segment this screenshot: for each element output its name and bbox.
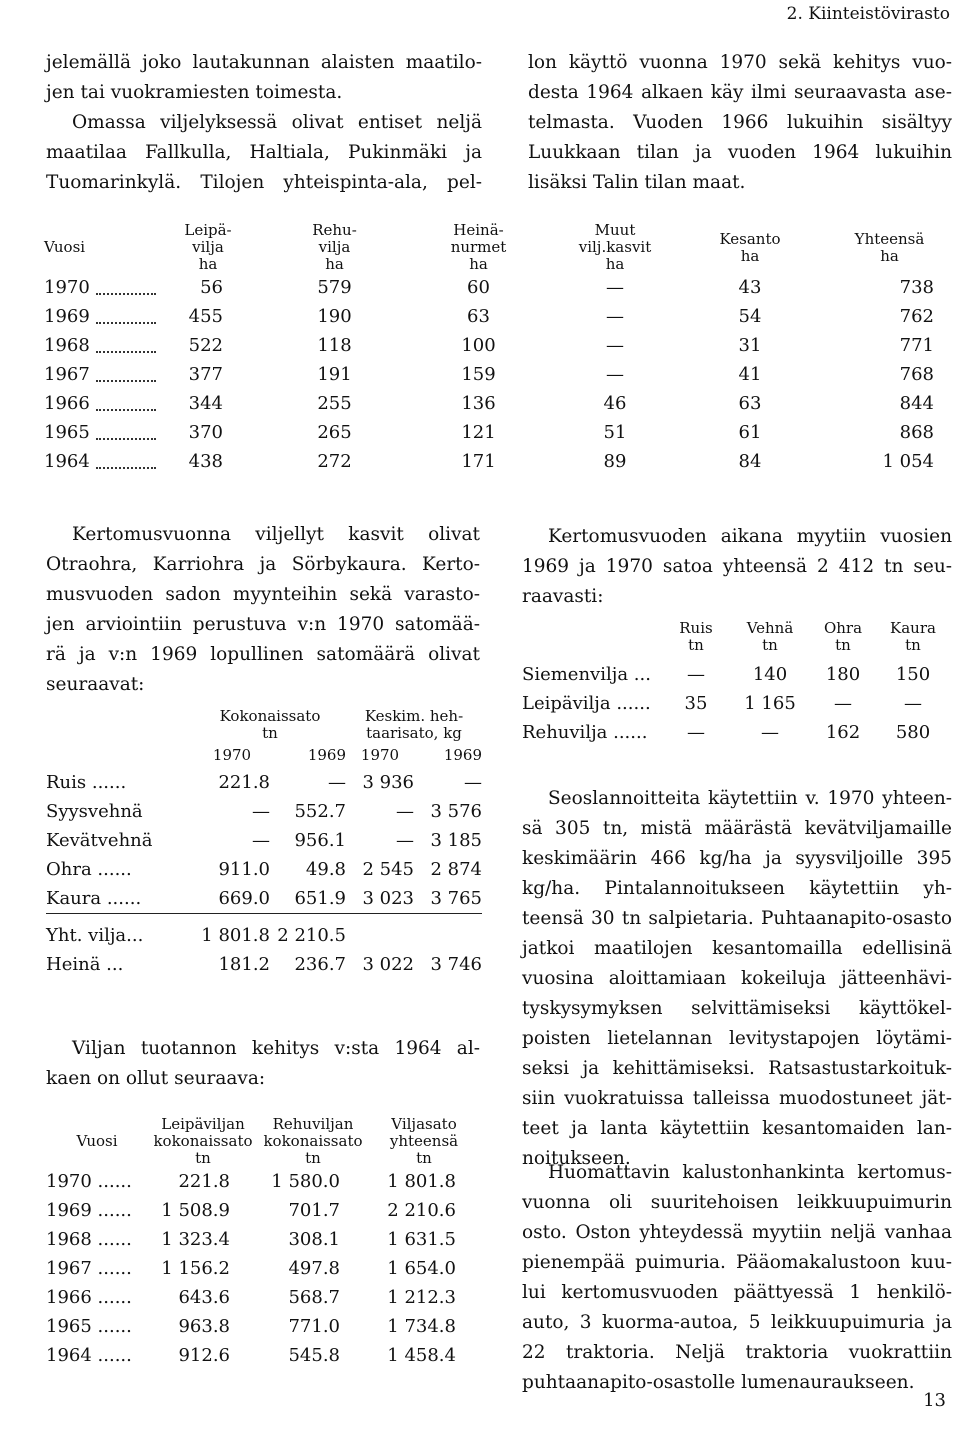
text-line: lui kertomusvuoden päättyessä 1 henkilö- bbox=[522, 1282, 952, 1303]
rehuvilja-cell: 191 bbox=[317, 364, 352, 385]
avg-1970: — bbox=[396, 801, 414, 822]
table-row bbox=[44, 418, 960, 447]
text-line: puhtaanapito-osastolle lumenauraukseen. bbox=[522, 1372, 915, 1393]
text-line: rä ja v:n 1969 lopullinen satomäärä olivat bbox=[46, 644, 480, 665]
header-line: ha bbox=[198, 255, 218, 273]
col-header-ohra bbox=[810, 614, 876, 660]
header-line: Ruis bbox=[679, 619, 713, 637]
col-header-heinanurmet bbox=[412, 222, 545, 273]
heinanurmet-cell: 159 bbox=[461, 364, 496, 385]
kesanto-cell: 63 bbox=[738, 393, 762, 414]
header-line: tn bbox=[688, 636, 704, 654]
production-table-body bbox=[46, 1167, 480, 1370]
avg-1970: 3 936 bbox=[362, 772, 414, 793]
col-header-leipavilja bbox=[159, 222, 257, 273]
col-header-year: 1969 bbox=[443, 745, 482, 764]
table-row bbox=[44, 302, 960, 331]
total-1969: 49.8 bbox=[305, 859, 346, 880]
ruis-cell: — bbox=[687, 664, 705, 685]
total-1970: 669.0 bbox=[218, 887, 270, 909]
text-line: jatkoi maatilojen kesantomailla edellisinä bbox=[522, 938, 952, 959]
rehuvilja-cell: 579 bbox=[317, 277, 352, 298]
text-line: jen tai vuokramiesten toimesta. bbox=[46, 82, 343, 103]
leipaviljan-cell: 912.6 bbox=[178, 1345, 230, 1366]
total-1970: 911.0 bbox=[218, 859, 270, 880]
muut-cell: — bbox=[606, 364, 624, 385]
year-cell: 1970 bbox=[44, 273, 159, 302]
header-line: tn bbox=[835, 636, 851, 654]
total-row bbox=[46, 921, 482, 950]
avg-1969: 3 765 bbox=[430, 887, 482, 909]
text-line: teet ja lanta käytettiin kesantomaiden lan- bbox=[522, 1118, 952, 1139]
text-line: kg/ha. Pintalannoitukseen käytettiin yh- bbox=[522, 878, 952, 899]
yhteensa-cell: 844 bbox=[899, 393, 934, 414]
sales-text bbox=[522, 522, 952, 612]
text-line: siin vuokratuissa talleissa muodostuneet jät- bbox=[522, 1088, 952, 1109]
header-line: kokonaissato bbox=[153, 1132, 253, 1150]
rehuviljan-cell: 771.0 bbox=[288, 1316, 340, 1337]
text-line: Luukkaan tilan ja vuoden 1964 lukuihin bbox=[528, 142, 952, 163]
leader-dots bbox=[96, 322, 156, 324]
year-cell: 1968 ...... bbox=[46, 1229, 132, 1250]
heinanurmet-cell: 136 bbox=[461, 393, 496, 414]
total-1969: — bbox=[328, 772, 346, 793]
col-header-viljasato bbox=[368, 1116, 480, 1167]
leader-dots bbox=[96, 409, 156, 411]
crop-name: Leipävilja ...... bbox=[522, 693, 651, 714]
col-header-year bbox=[46, 1116, 148, 1167]
text-line: keskimäärin 466 kg/ha ja syysviljoille 395 bbox=[522, 848, 952, 869]
text-line: kaen on ollut seuraava: bbox=[46, 1068, 266, 1089]
col-header-vehna bbox=[730, 614, 810, 660]
viljasato-cell: 1 734.8 bbox=[387, 1316, 456, 1337]
crop-name: Rehuvilja ...... bbox=[522, 722, 648, 743]
kesanto-cell: 54 bbox=[738, 306, 762, 327]
table-row bbox=[46, 1167, 480, 1196]
avg-1969: 2 874 bbox=[430, 859, 482, 880]
header-line: tn bbox=[262, 724, 278, 742]
harvest-table-body bbox=[46, 768, 482, 979]
fertilizer-text bbox=[522, 784, 952, 1174]
text-line: seuraavat: bbox=[46, 674, 145, 695]
text-line: sä 305 tn, mistä määrästä kevätviljamaille bbox=[522, 818, 952, 839]
area-table-body bbox=[44, 273, 960, 476]
crop-name: Siemenvilja ... bbox=[522, 664, 651, 685]
heinanurmet-cell: 100 bbox=[461, 335, 496, 356]
harvest-table bbox=[46, 708, 482, 979]
table-row bbox=[44, 447, 960, 476]
text-line: osto. Oston yhteydessä myytiin neljä vanhaa bbox=[522, 1222, 952, 1243]
year-cell: 1965 ...... bbox=[46, 1316, 132, 1337]
rehuviljan-cell: 308.1 bbox=[288, 1229, 340, 1250]
heinanurmet-cell: 171 bbox=[461, 451, 496, 472]
table-row bbox=[46, 950, 482, 979]
total-1970: 181.2 bbox=[218, 954, 270, 975]
kesanto-cell: 31 bbox=[738, 335, 762, 356]
crop-name: Ohra ...... bbox=[46, 859, 132, 880]
total-1969: 2 210.5 bbox=[277, 925, 346, 946]
kaura-cell: 580 bbox=[895, 722, 931, 743]
muut-cell: — bbox=[606, 306, 624, 327]
year-cell: 1966 ...... bbox=[46, 1287, 132, 1308]
table-row bbox=[46, 826, 482, 855]
header-line: Kokonaissato bbox=[219, 707, 321, 725]
header-line: yhteensä bbox=[389, 1132, 459, 1150]
rehuviljan-cell: 497.8 bbox=[288, 1258, 340, 1279]
col-header-year bbox=[44, 222, 159, 273]
leader-dots bbox=[96, 380, 156, 382]
col-header-ruis bbox=[662, 614, 730, 660]
table-row bbox=[46, 855, 482, 884]
header-line: vilja bbox=[192, 238, 224, 256]
table-row bbox=[46, 797, 482, 826]
year-cell: 1964 bbox=[44, 447, 159, 476]
col-header-average bbox=[346, 708, 482, 742]
rehuviljan-cell: 1 580.0 bbox=[271, 1171, 340, 1192]
production-table bbox=[46, 1116, 480, 1370]
leipavilja-cell: 344 bbox=[188, 393, 223, 414]
muut-cell: 89 bbox=[603, 451, 627, 472]
table-row bbox=[44, 389, 960, 418]
text-line: vuonna oli suuritehoisen leikkuupuimurin bbox=[522, 1192, 952, 1213]
leipavilja-cell: 455 bbox=[188, 306, 223, 327]
viljasato-cell: 1 458.4 bbox=[387, 1345, 456, 1366]
page-number: 13 bbox=[923, 1390, 946, 1411]
header-line: tn bbox=[195, 1149, 211, 1167]
ohra-cell: 162 bbox=[825, 722, 861, 743]
leipaviljan-cell: 1 323.4 bbox=[161, 1229, 230, 1250]
production-table-grid bbox=[46, 1116, 480, 1370]
leader-dots bbox=[96, 438, 156, 440]
muut-cell: 51 bbox=[603, 422, 627, 443]
text-line: lon käyttö vuonna 1970 sekä kehitys vuo- bbox=[528, 52, 952, 73]
total-1970: — bbox=[252, 801, 270, 822]
table-row bbox=[46, 1254, 480, 1283]
text-line: desta 1964 alkaen käy ilmi seuraavasta ase- bbox=[528, 82, 952, 103]
header-line: Kesanto bbox=[719, 229, 781, 248]
text-line: raavasti: bbox=[522, 586, 604, 607]
text-line: jelemällä joko lautakunnan alaisten maatilo- bbox=[46, 52, 482, 73]
text-line: seksi ja kehittämiseksi. Ratsastustarkoituk- bbox=[522, 1058, 952, 1079]
heinanurmet-cell: 60 bbox=[467, 277, 490, 298]
table-row bbox=[522, 689, 950, 718]
leader-dots bbox=[96, 351, 156, 353]
table-row bbox=[46, 884, 482, 913]
viljasato-cell: 1 631.5 bbox=[387, 1229, 456, 1250]
table-row bbox=[46, 1196, 480, 1225]
muut-cell: — bbox=[606, 277, 624, 298]
text-line: lisäksi Talin tilan maat. bbox=[528, 172, 746, 193]
header-line: tn bbox=[905, 636, 921, 654]
divider-line bbox=[46, 913, 482, 921]
year-cell: 1969 ...... bbox=[46, 1200, 132, 1221]
text-line: 22 traktoria. Neljä traktoria vuokrattiin bbox=[522, 1342, 952, 1363]
leipaviljan-cell: 643.6 bbox=[178, 1287, 230, 1308]
ruis-cell: 35 bbox=[684, 693, 708, 714]
harvest-table-grid bbox=[46, 708, 482, 979]
total-1970: 1 801.8 bbox=[201, 925, 270, 946]
heinanurmet-cell: 121 bbox=[461, 422, 496, 443]
yhteensa-cell: 868 bbox=[899, 422, 934, 443]
header-line: vilja bbox=[318, 238, 351, 256]
text-line: auto, 3 kuorma-autoa, 5 leikkuupuimuria ja bbox=[522, 1312, 952, 1333]
leipaviljan-cell: 963.8 bbox=[178, 1316, 230, 1337]
text-line: Omassa viljelyksessä olivat entiset neljä bbox=[72, 112, 482, 133]
sales-table-grid bbox=[522, 614, 950, 747]
header-line: tn bbox=[416, 1149, 432, 1167]
text-line: Kertomusvuoden aikana myytiin vuosien bbox=[548, 526, 952, 547]
header-line: Muut bbox=[594, 221, 636, 239]
avg-1969: 3 185 bbox=[430, 830, 482, 851]
ohra-cell: 180 bbox=[825, 664, 861, 685]
avg-1969: 3 746 bbox=[430, 954, 482, 975]
table-row bbox=[44, 360, 960, 389]
section-header: 2. Kiinteistövirasto bbox=[786, 4, 950, 24]
header-line: nurmet bbox=[450, 238, 507, 256]
col-header-total bbox=[194, 708, 346, 742]
total-1970: 221.8 bbox=[218, 772, 270, 793]
col-header-yhteensa bbox=[815, 222, 960, 273]
text-line: Otraohra, Karriohra ja Sörbykaura. Kerto- bbox=[46, 554, 480, 575]
crop-name: Yht. vilja... bbox=[46, 925, 144, 946]
rehuvilja-cell: 190 bbox=[317, 306, 352, 327]
table-row bbox=[44, 273, 960, 302]
viljasato-cell: 1 801.8 bbox=[387, 1171, 456, 1192]
year-cell: 1967 ...... bbox=[46, 1258, 132, 1279]
vehna-cell: — bbox=[761, 722, 779, 743]
text-line: Viljan tuotannon kehitys v:sta 1964 al- bbox=[72, 1038, 480, 1059]
text-line: telmasta. Vuoden 1966 lukuihin sisältyy bbox=[528, 112, 952, 133]
rehuviljan-cell: 545.8 bbox=[288, 1345, 340, 1366]
text-line: tyskysymyksen selvittämiseksi käyttökel- bbox=[522, 998, 952, 1019]
table-row bbox=[522, 718, 950, 747]
kesanto-cell: 84 bbox=[738, 451, 762, 472]
header-line: vilj.kasvit bbox=[578, 238, 652, 256]
header-line: ha bbox=[880, 246, 899, 265]
table-row bbox=[46, 1283, 480, 1312]
harvest-table-header bbox=[46, 708, 482, 742]
header-line: ha bbox=[605, 255, 625, 273]
production-table-header bbox=[46, 1116, 480, 1167]
intro-right bbox=[528, 48, 952, 198]
text-line: Seoslannoitteita käytettiin v. 1970 yhteen- bbox=[548, 788, 952, 809]
header-line: Viljasato bbox=[391, 1115, 457, 1133]
table-row bbox=[46, 768, 482, 797]
yhteensa-cell: 768 bbox=[899, 364, 934, 385]
header-line: ha bbox=[325, 255, 344, 273]
leipavilja-cell: 522 bbox=[188, 335, 223, 356]
header-line: Vehnä bbox=[746, 619, 794, 637]
header-line: Keskim. heh- bbox=[364, 707, 464, 725]
kaura-cell: — bbox=[904, 693, 922, 714]
header-line: Rehuviljan bbox=[272, 1115, 354, 1133]
sales-table-header bbox=[522, 614, 950, 660]
kesanto-cell: 61 bbox=[738, 422, 762, 443]
rehuviljan-cell: 568.7 bbox=[288, 1287, 340, 1308]
sales-table-body bbox=[522, 660, 950, 747]
equipment-text bbox=[522, 1158, 952, 1398]
header-line: taarisato, kg bbox=[366, 724, 462, 742]
text-line: poisten lietelannan levitystapojen löytämi- bbox=[522, 1028, 952, 1049]
col-header-rehuvilja bbox=[257, 222, 412, 273]
crop-name: Syysvehnä bbox=[46, 801, 143, 822]
year-cell: 1967 bbox=[44, 360, 159, 389]
avg-1970: — bbox=[396, 830, 414, 851]
leipavilja-cell: 438 bbox=[188, 451, 223, 472]
text-line: musvuoden sadon myynteihin sekä varasto- bbox=[46, 584, 480, 605]
avg-1969: 3 576 bbox=[430, 801, 482, 822]
leipaviljan-cell: 1 156.2 bbox=[161, 1258, 230, 1279]
muut-cell: 46 bbox=[603, 393, 627, 414]
total-1969: 651.9 bbox=[294, 887, 346, 909]
yhteensa-cell: 771 bbox=[899, 335, 934, 356]
yhteensa-cell: 738 bbox=[899, 277, 934, 298]
avg-1969: — bbox=[464, 772, 482, 793]
year-cell: 1965 bbox=[44, 418, 159, 447]
text-line: Kertomusvuonna viljellyt kasvit olivat bbox=[72, 524, 480, 545]
col-header-rehuviljan bbox=[258, 1116, 368, 1167]
col-header-year: 1969 bbox=[307, 745, 346, 764]
text-line: maatilaa Fallkulla, Haltiala, Pukinmäki ja bbox=[46, 142, 482, 163]
total-1969: 552.7 bbox=[294, 801, 346, 822]
header-line: Yhteensä bbox=[854, 229, 925, 248]
col-header-year: 1970 bbox=[212, 745, 252, 764]
header-line: tn bbox=[762, 636, 778, 654]
text-line: vuosina aloittamiaan kokeiluja jätteenhävi- bbox=[522, 968, 952, 989]
rehuvilja-cell: 265 bbox=[317, 422, 352, 443]
crop-name: Kevätvehnä bbox=[46, 830, 153, 851]
harvest-table-years bbox=[46, 742, 482, 768]
text-line: Tuomarinkylä. Tilojen yhteispinta-ala, pel- bbox=[46, 172, 482, 193]
year-cell: 1968 bbox=[44, 331, 159, 360]
table-row bbox=[46, 1312, 480, 1341]
intro-left bbox=[46, 48, 482, 198]
leipaviljan-cell: 221.8 bbox=[178, 1171, 230, 1192]
header-line: Vuosi bbox=[76, 1132, 118, 1150]
total-1969: 956.1 bbox=[294, 830, 346, 851]
text-line: pienempää puimuria. Pääomakalustoon kuu- bbox=[522, 1252, 952, 1273]
harvest-text bbox=[46, 520, 480, 700]
year-cell: 1964 ...... bbox=[46, 1345, 132, 1366]
text-line: jen arviointiin perustuva v:n 1970 satomää- bbox=[46, 614, 480, 635]
header-line: Kaura bbox=[890, 619, 936, 637]
crop-name: Kaura ...... bbox=[46, 887, 142, 909]
viljasato-cell: 2 210.6 bbox=[387, 1200, 456, 1221]
ohra-cell: — bbox=[834, 693, 852, 714]
crop-name: Ruis ...... bbox=[46, 772, 127, 793]
rehuvilja-cell: 118 bbox=[317, 335, 352, 356]
sales-table bbox=[522, 614, 950, 747]
leipaviljan-cell: 1 508.9 bbox=[161, 1200, 230, 1221]
table-row bbox=[46, 1341, 480, 1370]
leader-dots bbox=[96, 467, 156, 469]
crop-name: Heinä ... bbox=[46, 954, 124, 975]
muut-cell: — bbox=[606, 335, 624, 356]
year-cell: 1969 bbox=[44, 302, 159, 331]
header-line: Rehu- bbox=[312, 221, 357, 239]
header-line: Heinä- bbox=[453, 221, 504, 239]
table-row bbox=[522, 660, 950, 689]
year-cell: 1970 ...... bbox=[46, 1171, 132, 1192]
yhteensa-cell: 1 054 bbox=[882, 451, 934, 472]
year-cell: 1966 bbox=[44, 389, 159, 418]
header-line: Leipä- bbox=[184, 221, 232, 239]
header-line: ha bbox=[740, 246, 760, 265]
kesanto-cell: 43 bbox=[738, 277, 762, 298]
header-line: tn bbox=[305, 1149, 321, 1167]
leader-dots bbox=[96, 293, 156, 295]
ruis-cell: — bbox=[687, 722, 705, 743]
leipavilja-cell: 370 bbox=[188, 422, 223, 443]
header-line: Ohra bbox=[823, 619, 863, 637]
rehuvilja-cell: 272 bbox=[317, 451, 352, 472]
col-header-kesanto bbox=[685, 222, 815, 273]
total-1970: — bbox=[252, 830, 270, 851]
table-row bbox=[46, 1225, 480, 1254]
rehuviljan-cell: 701.7 bbox=[288, 1200, 340, 1221]
area-table bbox=[44, 222, 960, 476]
header-line: Leipäviljan bbox=[161, 1115, 245, 1133]
header-line: ha bbox=[469, 255, 488, 273]
avg-1970: 3 023 bbox=[362, 887, 414, 909]
kesanto-cell: 41 bbox=[738, 364, 762, 385]
kaura-cell: 150 bbox=[895, 664, 931, 685]
col-header-year: 1970 bbox=[360, 745, 400, 764]
text-line: teensä 30 tn salpietaria. Puhtaanapito-osasto bbox=[522, 908, 952, 929]
col-header-kaura bbox=[876, 614, 950, 660]
leipavilja-cell: 56 bbox=[200, 277, 223, 298]
viljasato-cell: 1 212.3 bbox=[387, 1287, 456, 1308]
yhteensa-cell: 762 bbox=[899, 306, 934, 327]
total-1969: 236.7 bbox=[294, 954, 346, 975]
avg-1970: 3 022 bbox=[362, 954, 414, 975]
table-row bbox=[44, 331, 960, 360]
vehna-cell: 140 bbox=[752, 664, 788, 685]
viljasato-cell: 1 654.0 bbox=[387, 1258, 456, 1279]
header-line: kokonaissato bbox=[263, 1132, 363, 1150]
col-header-leipaviljan bbox=[148, 1116, 258, 1167]
divider bbox=[46, 913, 482, 921]
text-line: 1969 ja 1970 satoa yhteensä 2 412 tn seu- bbox=[522, 556, 952, 577]
text-line: noitukseen. bbox=[522, 1148, 631, 1169]
area-table-header bbox=[44, 222, 960, 273]
leipavilja-cell: 377 bbox=[188, 364, 223, 385]
area-table-grid bbox=[44, 222, 960, 476]
rehuvilja-cell: 255 bbox=[317, 393, 352, 414]
text-line: Huomattavin kalustonhankinta kertomus- bbox=[548, 1162, 952, 1183]
col-header-muut bbox=[545, 222, 685, 273]
vehna-cell: 1 165 bbox=[744, 693, 796, 714]
header-line: Vuosi bbox=[44, 238, 86, 256]
production-text bbox=[46, 1034, 480, 1094]
avg-1970: 2 545 bbox=[362, 859, 414, 880]
heinanurmet-cell: 63 bbox=[467, 306, 490, 327]
